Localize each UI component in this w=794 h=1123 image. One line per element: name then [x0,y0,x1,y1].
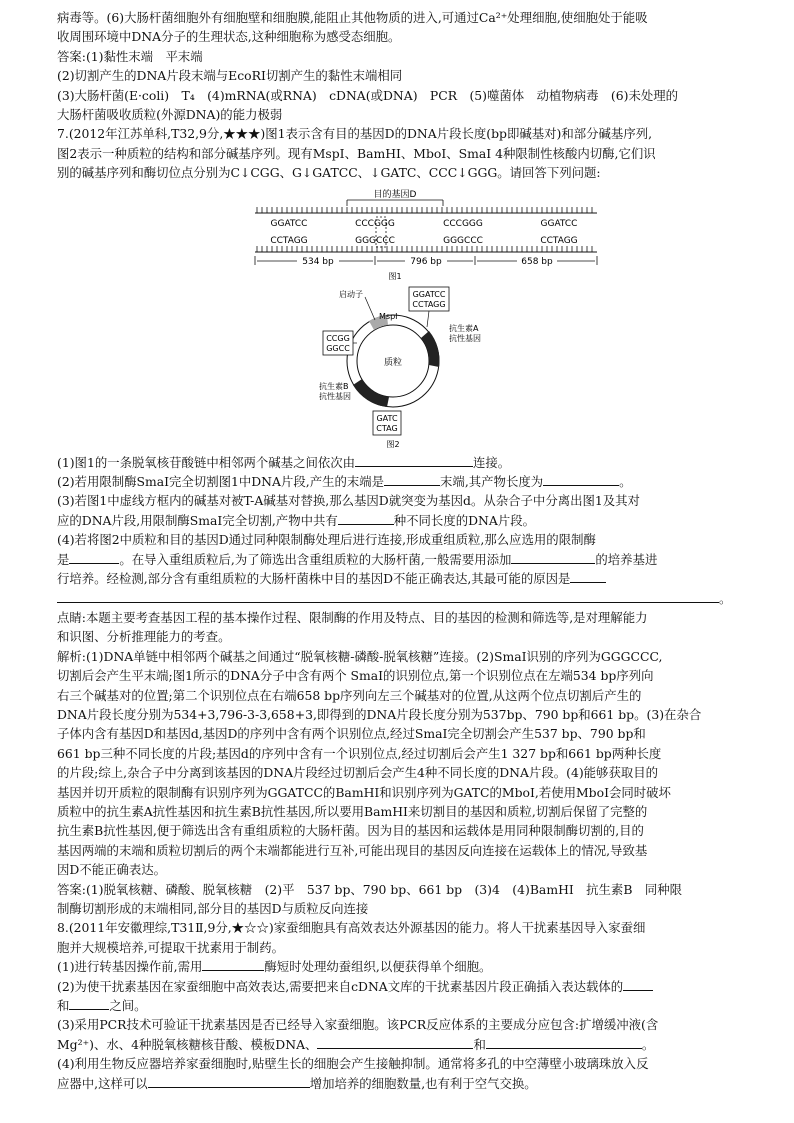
question-7-stem: 7.(2012年江苏单科,T32,9分,★★★)图1表示含有目的基因D的DNA片段长度(bp即碱基对)和部分碱基序列, [57,126,653,142]
analysis-line: 661 bp三种不同长度的片段;基因d的序列中含有一个识别位点,经过切割后会产生1 327 bp和661 bp两种长度 [57,745,662,761]
resistA-label-1: 抗生素A [449,323,479,333]
seq-bottom-2: GGGCCC [355,235,395,246]
question-7-3: (3)若图1中虚线方框内的碱基对被T-A碱基对替换,那么基因D就突变为基因d。从杂合子中分离出图1及其对 [57,493,640,509]
question-7-4: 是 。在导入重组质粒后,为了筛选出含重组质粒的大肠杆菌,一般需要用添加 的培养基进 [57,551,658,567]
answer-blank[interactable] [317,1035,473,1049]
svg-text:CCTAGG: CCTAGG [412,299,446,309]
msp-label: MspⅠ [379,311,398,321]
answer-blank[interactable] [543,472,619,486]
resistA-label-2: 抗性基因 [449,333,481,343]
text-line: 收周围环境中DNA分子的生理状态,这种细胞称为感受态细胞。 [57,29,401,45]
analysis-line: 和识图、分析推理能力的考查。 [57,629,231,645]
document-page [57,8,737,1093]
question-7-stem: 图2表示一种质粒的结构和部分碱基序列。现有MspⅠ、BamHⅠ、MboⅠ、SmaⅠ 4种限制性核酸内切酶,它们识 [57,145,656,161]
answer-blank[interactable] [69,996,109,1010]
question-7-2: (2)若用限制酶SmaⅠ完全切割图1中DNA片段,产生的末端是 末端,其产物长度为 。 [57,474,632,490]
length-1: 534 bp [302,256,334,267]
answer-blank[interactable] [57,589,719,603]
figure-1 [57,185,737,285]
answer-blank[interactable] [202,957,264,971]
analysis-line: 点睛:本题主要考查基因工程的基本操作过程、限制酶的作用及特点、目的基因的检测和筛选等,是对理解能力 [57,609,648,625]
analysis-line: 抗生素B抗性基因,便于筛选出含有重组质粒的大肠杆菌。因为目的基因和运载体是用同种限制酶切割的,目的 [57,823,644,839]
question-8-3: Mg²⁺)、水、4种脱氧核糖核苷酸、模板DNA、 和 。 [57,1036,655,1052]
resistB-label-2: 抗性基因 [319,391,351,401]
question-7-4: 。 [57,589,737,608]
fig1-title: 目的基因D [373,189,417,200]
answer-blank[interactable] [355,453,473,467]
promoter-label: 启动子 [339,289,363,299]
answer-line: 答案:(1)脱氧核糖、磷酸、脱氧核糖 (2)平 537 bp、790 bp、661 bp (3)4 (4)BamHⅠ 抗生素B 同种限 [57,881,682,897]
svg-text:CCGG: CCGG [326,333,350,343]
analysis-line: 切割后会产生平末端;图1所示的DNA分子中含有两个 SmaⅠ的识别位点,第一个识别位点在左端534 bp序列向 [57,668,654,684]
length-3: 658 bp [521,256,553,267]
figures [57,185,737,449]
seq-top-2: CCCGGG [355,218,395,229]
analysis-line: 质粒中的抗生素A抗性基因和抗生素B抗性基因,所以要用BamHⅠ来切割目的基因和质粒,切割后保留了完整的 [57,803,648,819]
question-8-4: (4)利用生物反应器培养家蚕细胞时,贴壁生长的细胞会产生接触抑制。通常将多孔的中空薄壁小玻璃珠放入反 [57,1056,649,1072]
resistance-B-gene [353,379,389,407]
analysis-line: 右三个碱基对的位置;第二个识别位点在右端658 bp序列向左三个碱基对的位置,从这两个位点切割后产生的 [57,687,642,703]
seq-bottom-3: GGGCCC [443,235,483,246]
answer-line: 大肠杆菌吸收质粒(外源DNA)的能力极弱 [57,107,283,123]
question-7-stem: 别的碱基序列和酶切位点分别为C↓CGG、G↓GATCC、↓GATC、CCC↓GGG。请回答下列问题: [57,165,601,181]
analysis-line: 基因两端的末端和质粒切割后的两个末端都能进行互补,可能出现目的基因反向连接在运载体上的情况,导致基 [57,842,648,858]
resistB-label-1: 抗生素B [319,381,349,391]
text-line: 病毒等。(6)大肠杆菌细胞外有细胞壁和细胞膜,能阻止其他物质的进入,可通过Ca²⁺处理细胞,使细胞处于能吸 [57,10,648,25]
answer-blank[interactable] [570,569,606,583]
seq-bottom-1: CCTAGG [270,235,308,246]
answer-blank[interactable] [511,550,595,564]
question-8-1: (1)进行转基因操作前,需用 酶短时处理幼蚕组织,以便获得单个细胞。 [57,959,492,975]
analysis-line: 解析:(1)DNA单链中相邻两个碱基之间通过“脱氧核糖-磷酸-脱氧核糖”连接。(2)SmaⅠ识别的序列为GGGCCC, [57,648,663,664]
fig1-caption: 图1 [388,271,402,281]
bottom-strand-ticks [257,246,592,252]
question-7-4: 行培养。经检测,部分含有重组质粒的大肠杆菌株中目的基因D不能正确表达,其最可能的原因是 [57,569,737,588]
answer-line: 答案:(1)黏性末端 平末端 [57,48,203,64]
analysis-line: 的片段;综上,杂合子中分离到该基因的DNA片段经过切割后会产生4种不同长度的DNA片段。(4)能够获取目的 [57,765,659,781]
question-8-stem: 胞并大规模培养,可提取干扰素用于制药。 [57,939,284,955]
seq-top-3: CCCGGG [443,218,483,229]
seq-top-1: GGATCC [270,218,308,229]
question-8-2: 和 之间。 [57,998,147,1014]
plasmid-label: 质粒 [383,357,403,368]
answer-blank[interactable] [148,1074,310,1088]
svg-text:GGATCC: GGATCC [412,289,446,299]
length-2: 796 bp [410,256,442,267]
analysis-line: 因D不能正确表达。 [57,862,167,878]
answer-blank[interactable] [69,550,119,564]
seq-top-4: GGATCC [540,218,578,229]
answer-line: (3)大肠杆菌(E·coli) T₄ (4)mRNA(或RNA) cDNA(或DNA) PCR (5)噬菌体 动植物病毒 (6)未处理的 [57,87,679,103]
resistance-A-gene [421,331,439,367]
answer-line: (2)切割产生的DNA片段末端与EcoRⅠ切割产生的黏性末端相同 [57,68,403,84]
answer-blank[interactable] [384,472,440,486]
answer-blank[interactable] [338,511,394,525]
question-7-1: (1)图1的一条脱氧核苷酸链中相邻两个碱基之间依次由 连接。 [57,454,511,470]
top-strand-ticks [257,207,592,213]
svg-text:GATC: GATC [376,413,398,423]
fig2-caption: 图2 [386,439,400,449]
figure-2 [57,285,737,449]
answer-line: 制酶切割形成的末端相同,部分目的基因D与质粒反向连接 [57,901,369,916]
svg-text:CTAG: CTAG [376,423,398,433]
question-8-4: 应器中,这样可以 增加培养的细胞数量,也有利于空气交换。 [57,1075,537,1091]
question-8-stem: 8.(2011年安徽理综,T31Ⅱ,9分,★☆☆)家蚕细胞具有高效表达外源基因的能力。将人干扰素基因导入家蚕细 [57,920,646,936]
question-7-4: (4)若将图2中质粒和目的基因D通过同种限制酶处理后进行连接,形成重组质粒,那么应选用的限制酶 [57,532,596,548]
answer-blank[interactable] [486,1035,642,1049]
question-8-3: (3)采用PCR技术可验证干扰素基因是否已经导入家蚕细胞。该PCR反应体系的主要成分应包含:扩增缓冲液(含 [57,1017,659,1033]
analysis-line: DNA片段长度分别为534+3,796-3-3,658+3,即得到的DNA片段长度分别为537bp、790 bp和661 bp。(3)在杂合 [57,706,702,722]
analysis-line: 子体内含有基因D和基因d,基因D的序列中含有两个识别位点,经过SmaⅠ完全切割会产生537 bp、790 bp和 [57,726,646,742]
svg-text:GGCC: GGCC [326,343,350,353]
analysis-line: 基因并切开质粒的限制酶有识别序列为GGATCC的BamHⅠ和识别序列为GATC的MboⅠ,若使用MboⅠ会同时破坏 [57,784,671,800]
question-8-2: (2)为使干扰素基因在家蚕细胞中高效表达,需要把来自cDNA文库的干扰素基因片段正确插入表达载体的 [57,977,737,996]
answer-blank[interactable] [623,977,653,991]
seq-bottom-4: CCTAGG [540,235,578,246]
question-7-3: 应的DNA片段,用限制酶SmaⅠ完全切割,产物中共有 种不同长度的DNA片段。 [57,512,536,528]
